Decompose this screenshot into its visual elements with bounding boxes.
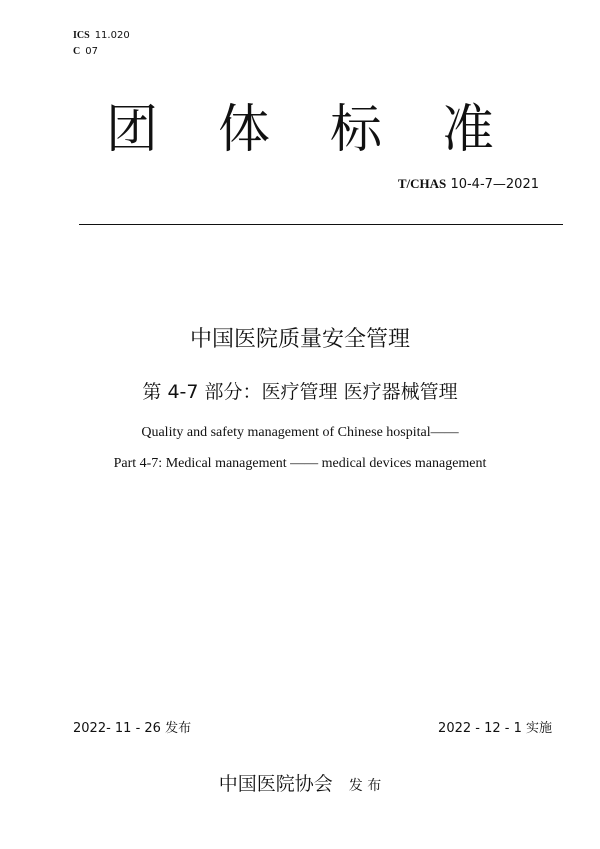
document-type-title: 团体标准 [105, 100, 554, 160]
standard-number-suffix: 10-4-7—2021 [450, 177, 539, 192]
classification-codes [73, 28, 130, 60]
standard-number [398, 176, 539, 192]
issuer [0, 771, 600, 799]
main-title-cn: 中国医院质量安全管理 [189, 327, 410, 352]
sub-title-cn: 第 4-7 部分：医疗管理 医疗器械管理 [142, 381, 458, 403]
header-divider [79, 224, 563, 225]
implement-date: 2022 - 12 - 1 实施 [438, 721, 552, 736]
publish-date: 2022- 11 - 26 发布 [73, 721, 192, 736]
title-en-line2: Part 4-7: Medical management —— medical devices management [113, 456, 487, 471]
ics-code: ICS 11.020 [73, 30, 130, 41]
issuer-name: 中国医院协会 [218, 773, 333, 795]
issuer-suffix: 发 布 [348, 778, 382, 794]
ccs-code: C 07 [73, 46, 98, 57]
title-en-line1: Quality and safety management of Chinese hospital—— [141, 425, 459, 440]
standard-number-prefix: T/CHAS [397, 176, 447, 191]
